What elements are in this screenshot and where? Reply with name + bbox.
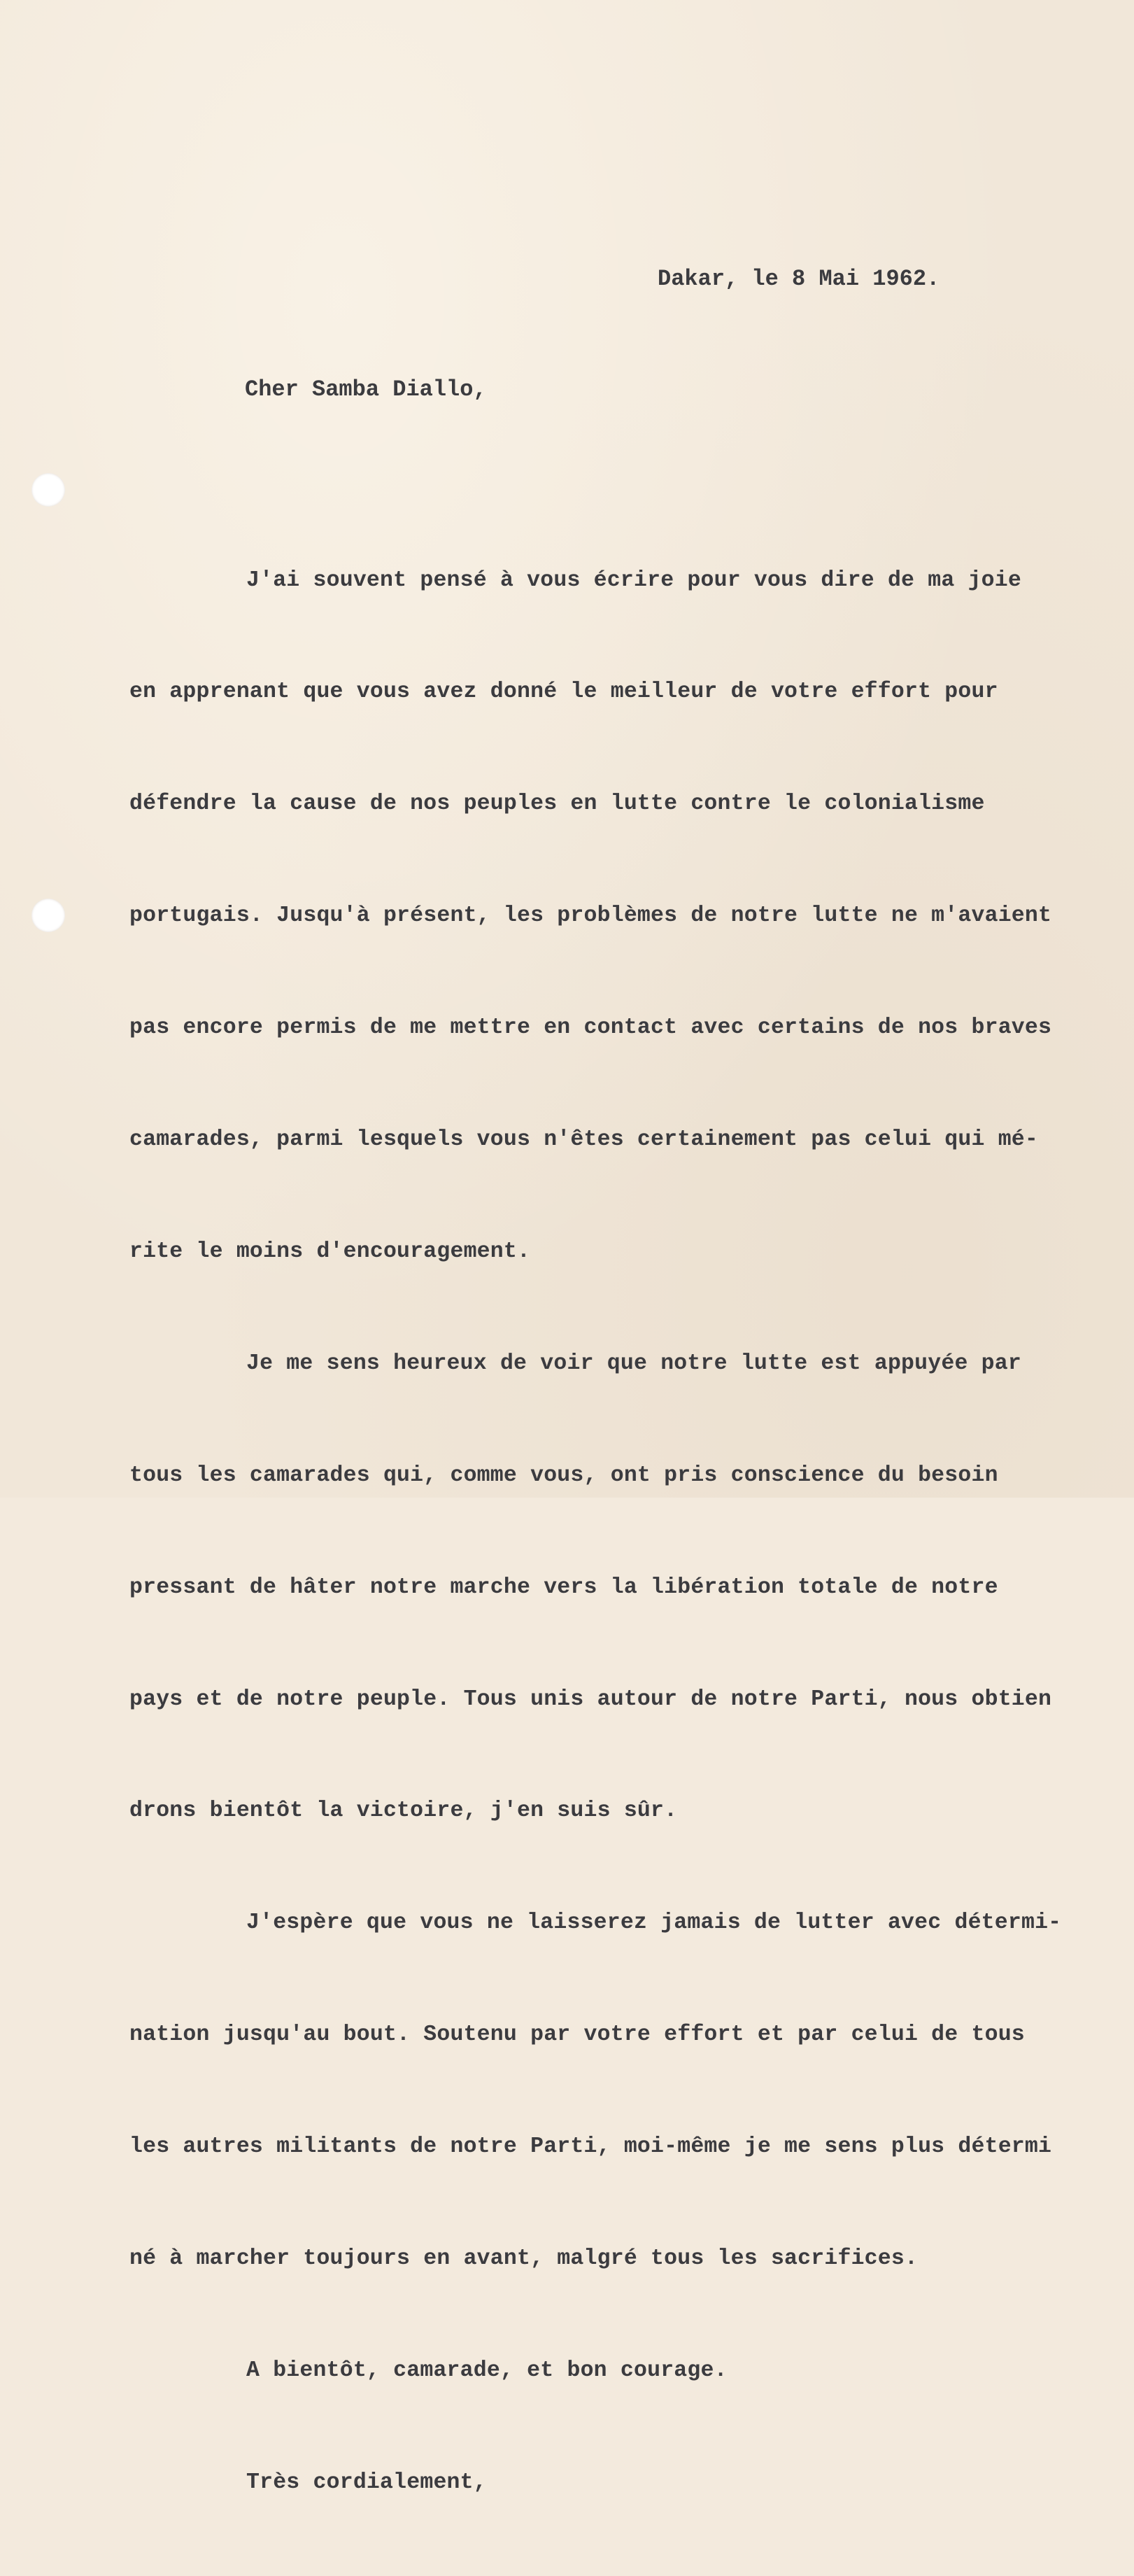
closing-line: A bientôt, camarade, et bon courage. bbox=[246, 2358, 728, 2383]
dateline: Dakar, le 8 Mai 1962. bbox=[658, 266, 940, 292]
body-line: pas encore permis de me mettre en contact avec certains de nos braves bbox=[129, 1015, 1052, 1041]
sign-off: Très cordialement, bbox=[246, 2470, 487, 2495]
salutation: Cher Samba Diallo, bbox=[245, 376, 487, 402]
body-line: nation jusqu'au bout. Soutenu par votre effort et par celui de tous bbox=[129, 2022, 1025, 2048]
body-line: J'ai souvent pensé à vous écrire pour vous dire de ma joie bbox=[246, 568, 1021, 593]
body-line: Je me sens heureux de voir que notre lutte est appuyée par bbox=[246, 1351, 1021, 1376]
body-line: camarades, parmi lesquels vous n'êtes certainement pas celui qui mé- bbox=[129, 1127, 1039, 1153]
letter-body bbox=[129, 487, 1061, 2576]
body-line: en apprenant que vous avez donné le meilleur de votre effort pour bbox=[129, 680, 998, 705]
body-line: pressant de hâter notre marche vers la libération totale de notre bbox=[129, 1575, 998, 1600]
punch-hole bbox=[31, 899, 65, 932]
body-line: portugais. Jusqu'à présent, les problèmes de notre lutte ne m'avaient bbox=[129, 903, 1052, 929]
body-line: tous les camarades qui, comme vous, ont pris conscience du besoin bbox=[129, 1463, 998, 1488]
body-line: rite le moins d'encouragement. bbox=[129, 1239, 531, 1264]
punch-hole bbox=[31, 473, 65, 507]
body-line: né à marcher toujours en avant, malgré tous les sacrifices. bbox=[129, 2246, 919, 2271]
body-line: drons bientôt la victoire, j'en suis sûr. bbox=[129, 1799, 678, 1824]
body-line: les autres militants de notre Parti, moi-même je me sens plus détermi bbox=[129, 2134, 1052, 2160]
body-line: défendre la cause de nos peuples en lutte contre le colonialisme bbox=[129, 791, 985, 817]
body-line: pays et de notre peuple. Tous unis autour de notre Parti, nous obtien bbox=[129, 1687, 1052, 1712]
body-line: J'espère que vous ne laisserez jamais de lutter avec détermi- bbox=[246, 1910, 1062, 1936]
